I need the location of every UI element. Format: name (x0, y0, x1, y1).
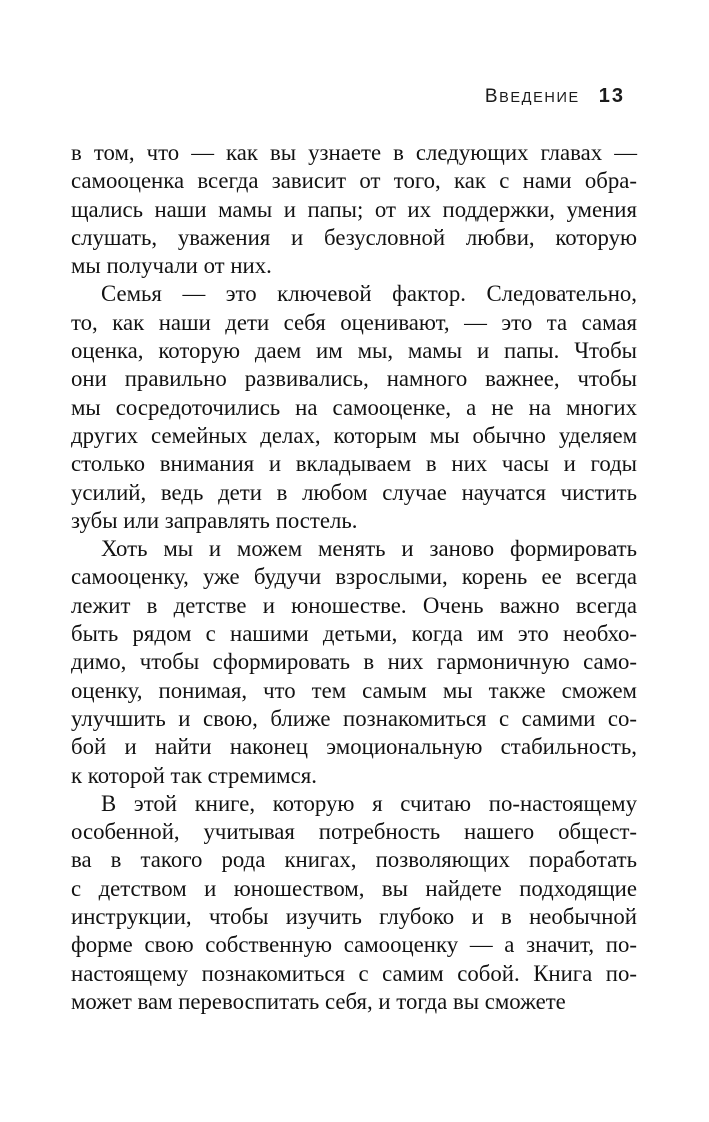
text-line: улучшить и свою, ближе познакомиться с самими со- (71, 705, 637, 731)
text-line: самооценка всегда зависит от того, как с нами обра- (71, 168, 637, 194)
text-line: они правильно развивались, намного важнее, чтобы (71, 366, 637, 392)
text-line: В этой книге, которую я считаю по-настоящему (101, 790, 637, 816)
text-line: инструкции, чтобы изучить глубоко и в необычной (71, 904, 637, 930)
text-line: Хоть мы и можем менять и заново формировать (101, 536, 637, 562)
text-line: настоящему познакомиться с самим собой. Книга по- (71, 960, 637, 986)
text-line: с детством и юношеством, вы найдете подходящие (71, 875, 637, 901)
paragraph (71, 280, 637, 535)
text-line: усилий, ведь дети в любом случае научатся чистить (71, 479, 637, 505)
text-line: то, как наши дети себя оценивают, — это та самая (71, 309, 637, 335)
paragraph (71, 790, 637, 1016)
running-header (71, 85, 625, 109)
text-line: других семейных делах, которым мы обычно уделяем (71, 422, 637, 448)
text-line: ва в такого рода книгах, позволяющих поработать (71, 847, 637, 873)
text-block (71, 139, 637, 1016)
text-line: столько внимания и вкладываем в них часы и годы (71, 451, 637, 477)
text-line: зубы или заправлять постель. (71, 507, 358, 533)
text-line: в том, что — как вы узнаете в следующих главах — (71, 140, 637, 165)
text-line: Семья — это ключевой фактор. Следовательно, (101, 281, 637, 307)
text-line: особенной, учитывая потребность нашего общест- (71, 819, 637, 845)
text-line: щались наши мамы и папы; от их поддержки, умения (71, 196, 637, 222)
paragraph (71, 535, 637, 790)
text-line: оценка, которую даем им мы, мамы и папы. Чтобы (71, 338, 637, 364)
paragraph (71, 139, 637, 280)
text-line: бой и найти наконец эмоциональную стабильность, (71, 734, 637, 760)
text-line: лежит в детстве и юношестве. Очень важно всегда (71, 592, 637, 618)
text-line: димо, чтобы сформировать в них гармоничную само- (71, 649, 637, 675)
text-line: форме свою собственную самооценку — а значит, по- (71, 932, 637, 958)
chapter-title: ВВЕДЕНИЕ (484, 86, 580, 107)
text-line: может вам перевоспитать себя, и тогда вы сможете (71, 988, 566, 1014)
text-line: самооценку, уже будучи взрослыми, корень ее всегда (71, 564, 637, 590)
page-number: 13 (598, 85, 625, 107)
text-line: быть рядом с нашими детьми, когда им это необхо- (71, 621, 637, 647)
text-line: мы получали от них. (71, 253, 272, 279)
text-line: к которой так стремимся. (71, 762, 317, 788)
text-line: оценку, понимая, что тем самым мы также сможем (71, 677, 637, 703)
text-line: мы сосредоточились на самооценке, а не на многих (71, 394, 637, 420)
text-line: слушать, уважения и безусловной любви, которую (71, 224, 637, 250)
